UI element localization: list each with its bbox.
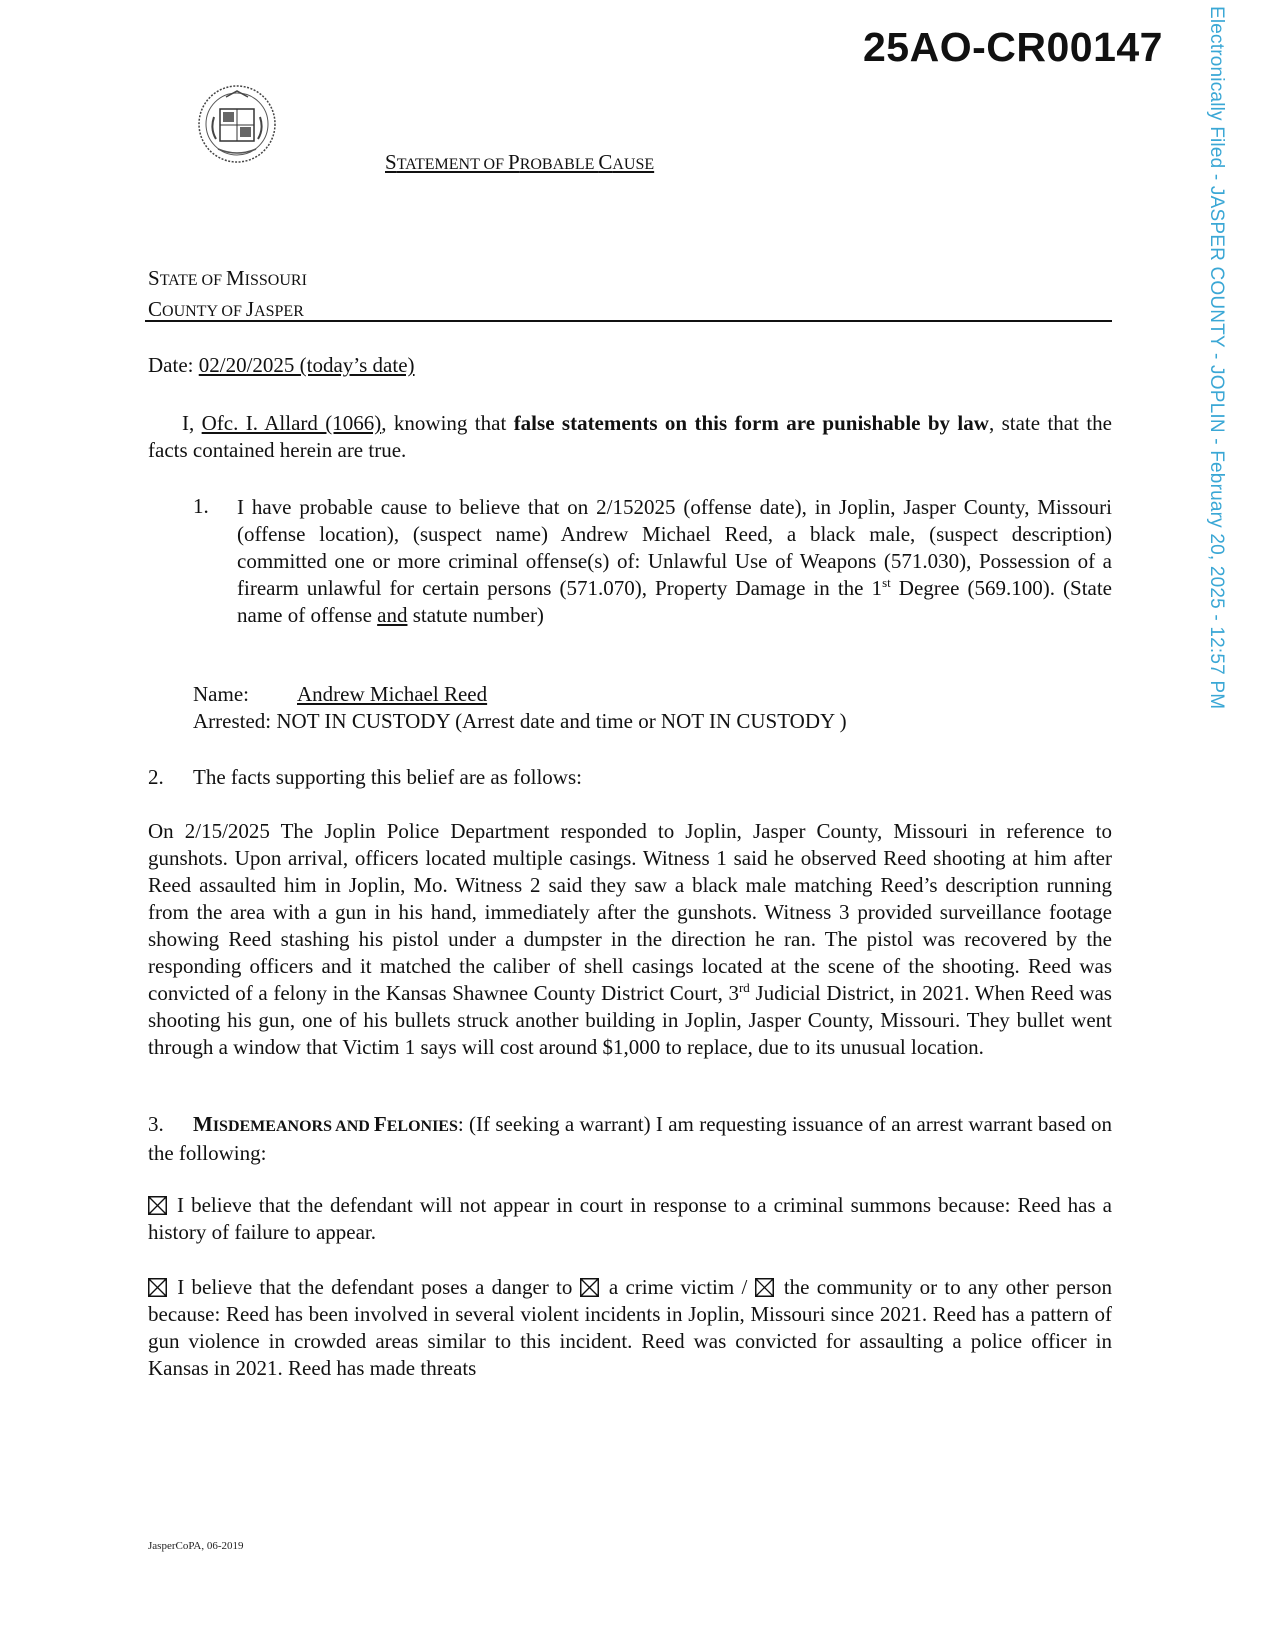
item-3-paragraph: 3. MISDEMEANORS AND FELONIES: (If seeking a warrant) I am requesting issuance of an arrest warrant based on the following: bbox=[148, 1112, 1113, 1165]
suspect-name-row: Name: Andrew Michael Reed bbox=[193, 682, 488, 706]
item-1-number: 1. bbox=[193, 494, 209, 518]
checked-box-icon[interactable] bbox=[755, 1278, 774, 1297]
reason-failure-to-appear: I believe that the defendant will not appear in court in response to a criminal summons because: Reed has a history of failure to appear. bbox=[148, 1193, 1112, 1244]
county-seal-icon bbox=[196, 83, 278, 165]
officer-name: Ofc. I. Allard (1066) bbox=[201, 411, 382, 435]
item-2-number: 2. bbox=[148, 765, 164, 789]
attestation-paragraph: I, Ofc. I. Allard (1066), knowing that false statements on this form are punishable by law, state that the facts contained herein are true. bbox=[148, 411, 1112, 462]
suspect-name-value: Andrew Michael Reed bbox=[297, 682, 488, 706]
form-footer: JasperCoPA, 06-2019 bbox=[148, 1540, 244, 1552]
case-number: 25AO-CR00147 bbox=[863, 24, 1163, 70]
arrest-status-row: Arrested: NOT IN CUSTODY (Arrest date and time or NOT IN CUSTODY ) bbox=[193, 709, 847, 733]
date-line: Date: 02/20/2025 (today’s date) bbox=[148, 353, 415, 377]
document-title: STATEMENT OF PROBABLE CAUSE bbox=[385, 150, 655, 174]
facts-paragraph: On 2/15/2025 The Joplin Police Department responded to Joplin, Jasper County, Missouri in reference to gunshots. Upon arrival, officers located multiple casings. Witness 1 said he observed Reed shooting at him after Reed assaulted him in Joplin, Mo. Witness 2 said they saw a black male matching Reed’s description running from the area with a gun in his hand, immediately after the gunshots. Witness 3 provided surveillance footage showing Reed stashing his pistol under a dumpster in the direction he ran. The pistol was recovered by the responding officers and it matched the caliber of shell casings located at the scene of the shooting. Reed was convicted of a felony in the Kansas Shawnee County District Court, 3rd Judicial District, in 2021. When Reed was shooting his gun, one of his bullets struck another building in Joplin, Jasper County, Missouri. They bullet went through a window that Victim 1 says will cost around $1,000 to replace, due to its unusual location. bbox=[148, 819, 1112, 1059]
county-label: COUNTY OF JASPER bbox=[148, 297, 304, 321]
header-divider bbox=[145, 320, 1112, 322]
item-2-text: The facts supporting this belief are as follows: bbox=[193, 765, 582, 789]
reason-danger: I believe that the defendant poses a danger to a crime victim / the community or to any other person because: Reed has been involved in several violent incidents in Joplin, Missouri since 2021. Reed has a pattern of gun violence in crowded areas similar to this incident. Reed was convicted for assaulting a police officer in Kansas in 2021. Reed has made threats bbox=[148, 1275, 1113, 1380]
e-filing-stamp: Electronically Filed - JASPER COUNTY - JOPLIN - February 20, 2025 - 12:57 PM bbox=[1206, 6, 1227, 710]
checked-box-icon[interactable] bbox=[580, 1278, 599, 1297]
state-label: STATE OF MISSOURI bbox=[148, 266, 307, 290]
jurisdiction-block bbox=[148, 264, 307, 326]
checked-box-icon[interactable] bbox=[148, 1278, 167, 1297]
date-value: 02/20/2025 (today’s date) bbox=[198, 353, 415, 377]
item-1-text: I have probable cause to believe that on 2/152025 (offense date), in Joplin, Jasper County, Missouri (offense location), (suspect name) Andrew Michael Reed, a black male, (suspect description) committed one or more criminal offense(s) of: Unlawful Use of Weapons (571.030), Possession of a firearm unlawful for certain persons (571.070), Property Damage in the 1st Degree (569.100). (State name of offense and statute number) bbox=[237, 495, 1113, 627]
checked-box-icon[interactable] bbox=[148, 1196, 167, 1215]
